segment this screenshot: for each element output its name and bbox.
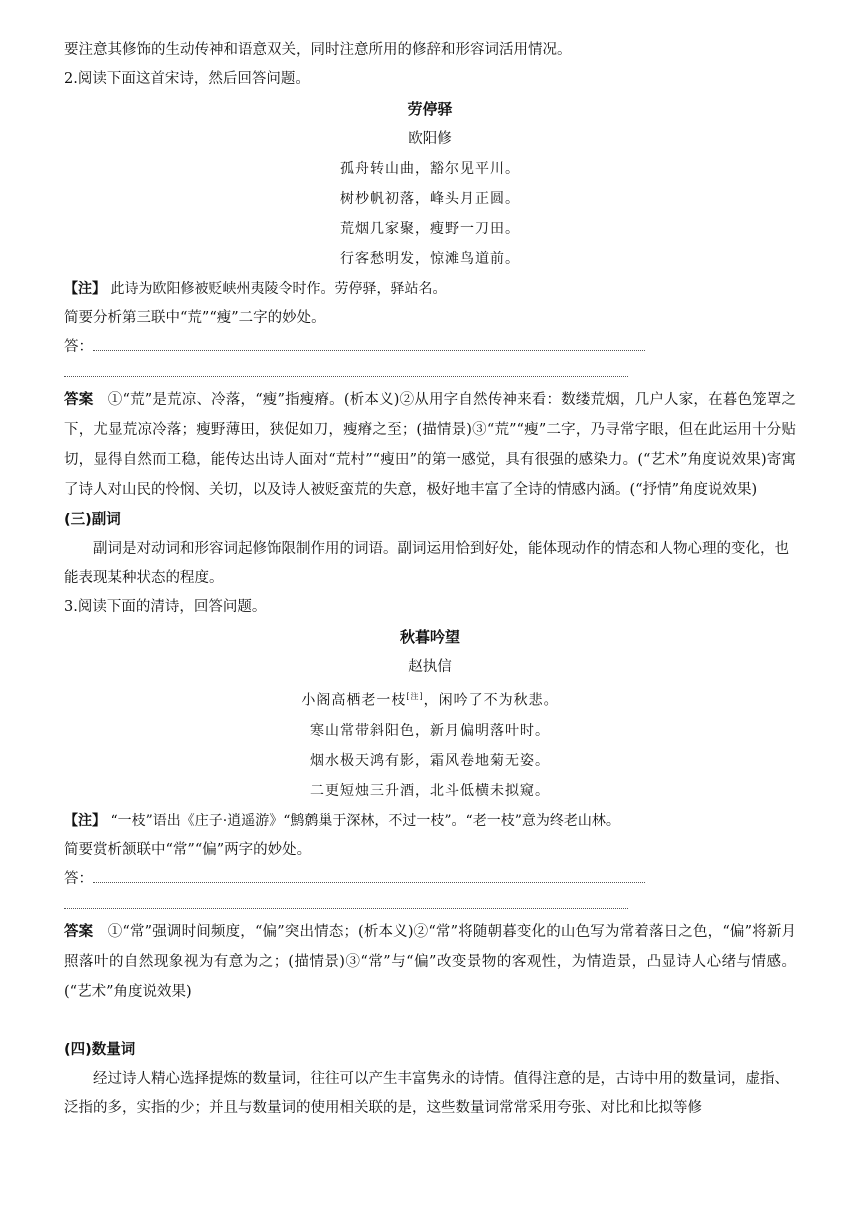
answer-text: ①“常”强调时间频度，“偏”突出情态；(析本义)②“常”将随朝暮变化的山色写为常着落日之色，“偏”将新月照落叶的自然现象视为有意为之；(描情景)③“常”与“偏”改变景物的客观性，为情造景，凸显诗人心绪与情感。(“艺术”角度说效果) — [64, 923, 797, 1000]
answer-block — [64, 917, 796, 1007]
poem-author: 赵执信 — [408, 659, 452, 675]
note-mark: [注] — [406, 692, 424, 701]
poem-title: 劳停驿 — [407, 100, 453, 118]
poem-note — [64, 806, 796, 836]
question-2-prompt: 2.阅读下面这首宋诗，然后回答问题。 — [64, 71, 310, 87]
poem-author: 欧阳修 — [408, 131, 452, 147]
answer-label: 答案 — [64, 923, 94, 940]
answer-dotted-line — [93, 870, 645, 883]
question-text: 简要分析第三联中“荒”“瘦”二字的妙处。 — [64, 310, 326, 326]
answer-text: ①“荒”是荒凉、冷落，“瘦”指瘦瘠。(析本义)②从用字自然传神来看：数缕荒烟，几户人家，在暮色笼罩之下，尤显荒凉冷落；瘦野薄田，狭促如刀，瘦瘠之至；(描情景)③“荒”“瘦”二字，乃寻常字眼，但在此运用十分贴切，显得自然而工稳，能传达出诗人面对“荒村”“瘦田”的第一感觉，具有很强的感染力。(“艺术”角度说效果)寄寓了诗人对山民的怜悯、关切，以及诗人被贬蛮荒的失意，极好地丰富了全诗的情感内涵。(“抒情”角度说效果) — [64, 392, 797, 498]
note-text: 此诗为欧阳修被贬峡州夷陵令时作。劳停驿，驿站名。 — [110, 281, 447, 297]
section-body: 经过诗人精心选择提炼的数量词，往往可以产生丰富隽永的诗情。值得注意的是，古诗中用的数量词，虚指、泛指的多，实指的少；并且与数量词的使用相关联的是，这些数量词常常采用夸张、对比和比拟等修 — [64, 1070, 789, 1116]
section-heading: (三)副词 — [64, 512, 121, 528]
answer-prefix: 答： — [64, 339, 93, 355]
note-label: 【注】 — [64, 281, 106, 297]
answer-dotted-line — [64, 894, 628, 909]
note-label: 【注】 — [64, 812, 106, 829]
answer-block — [64, 385, 796, 505]
poem-line — [64, 682, 796, 716]
answer-dotted-line — [93, 338, 645, 351]
answer-prefix: 答： — [64, 870, 93, 887]
question-text: 简要赏析颔联中“常”“偏”两字的妙处。 — [64, 841, 312, 858]
poem-line: 树杪帆初落，峰头月正圆。 — [340, 191, 520, 207]
poem-line-part: ，闲吟了不为秋悲。 — [423, 692, 559, 709]
spacer — [64, 1007, 796, 1035]
poem-line: 二更短烛三升酒，北斗低横未拟窥。 — [310, 782, 550, 799]
poem-title: 秋暮吟望 — [399, 628, 460, 646]
note-text: “一枝”语出《庄子·逍遥游》“鹪鹩巢于深林，不过一枝”。“老一枝”意为终老山林。 — [110, 812, 620, 829]
poem-note — [64, 274, 796, 304]
section-body: 副词是对动词和形容词起修饰限制作用的词语。副词运用恰到好处，能体现动作的情态和人物心理的变化，也能表现某种状态的程度。 — [64, 541, 789, 586]
intro-line: 要注意其修饰的生动传神和语意双关，同时注意所用的修辞和形容词活用情况。 — [64, 42, 572, 58]
section-heading: (四)数量词 — [64, 1041, 136, 1058]
answer-label: 答案 — [64, 392, 94, 408]
question-3-prompt: 3.阅读下面的清诗，回答问题。 — [64, 599, 267, 615]
poem-line: 寒山常带斜阳色，新月偏明落叶时。 — [310, 722, 550, 739]
poem-line: 行客愁明发，惊滩鸟道前。 — [340, 251, 520, 267]
poem-line: 孤舟转山曲，豁尔见平川。 — [340, 161, 520, 177]
poem-line: 荒烟几家聚，瘦野一刀田。 — [340, 221, 520, 237]
poem-line: 烟水极天鸿有影，霜风卷地菊无姿。 — [310, 752, 550, 769]
answer-dotted-line — [64, 362, 628, 377]
answer-line — [64, 865, 796, 894]
answer-line — [64, 333, 796, 362]
poem-line-part: 小阁高栖老一枝 — [301, 692, 407, 709]
